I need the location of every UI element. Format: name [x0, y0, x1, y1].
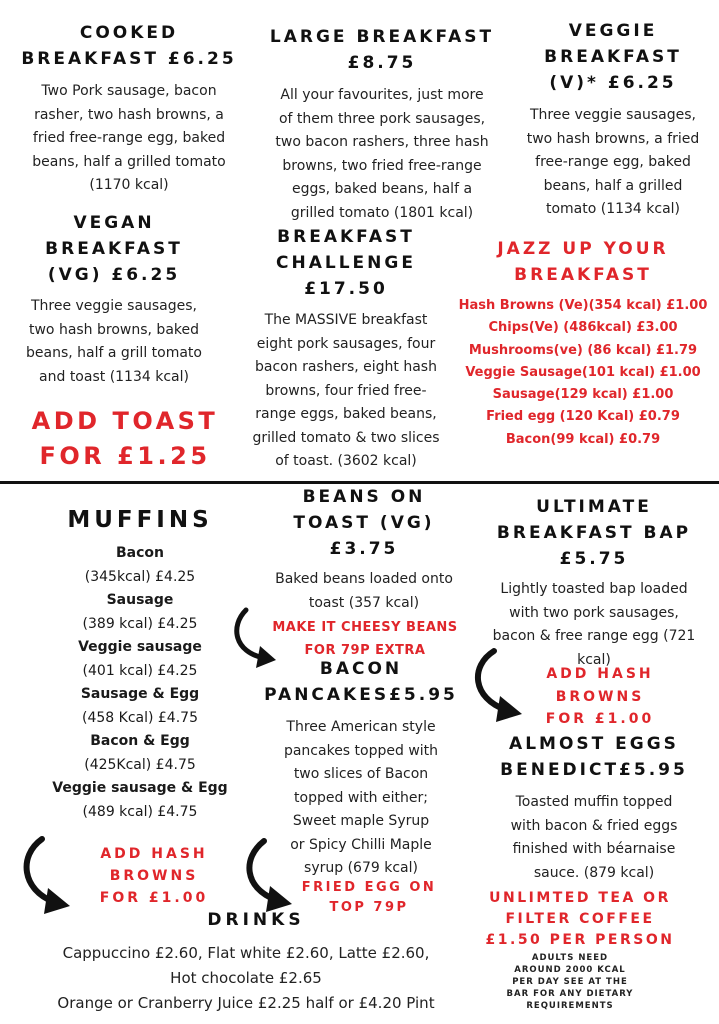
- list-item: [0, 777, 280, 824]
- text-line: FOR £1.00: [545, 711, 655, 727]
- list-item: Chips(Ve) (486kcal) £3.00: [488, 320, 678, 336]
- text-line: (458 Kcal) £4.75: [82, 709, 198, 726]
- text-line: toast (357 kcal): [308, 594, 420, 611]
- text-line: (489 kcal) £4.75: [82, 803, 198, 820]
- dietary-note: [490, 952, 650, 1012]
- curved-arrow-icon: [468, 648, 528, 724]
- drinks-section: [0, 907, 492, 1016]
- text-line: two hash browns, baked: [28, 321, 200, 338]
- text-line: free-range egg, baked: [535, 154, 691, 170]
- text-line: sauce. (879 kcal): [533, 864, 655, 881]
- text-line: beans, half a grill tomato: [26, 345, 202, 361]
- veggie-breakfast-title: [508, 18, 718, 96]
- jazz-up-title: [448, 236, 718, 288]
- beans-on-toast-title: [248, 484, 480, 562]
- cooked-breakfast-title: [0, 20, 258, 72]
- cooked-breakfast-section: [0, 20, 258, 198]
- jazz-up-extras-list: [448, 295, 718, 451]
- text-line: Sausage: [106, 592, 174, 608]
- text-line: REQUIREMENTS: [526, 1001, 614, 1011]
- list-item: Sausage(129 kcal) £1.00: [492, 387, 674, 403]
- text-line: TOP 79P: [329, 900, 409, 915]
- breakfast-challenge-section: [226, 224, 466, 474]
- text-line: of toast. (3602 kcal): [275, 453, 417, 469]
- text-line: LARGE BREAKFAST: [269, 27, 495, 47]
- add-toast-callout: [18, 404, 232, 474]
- text-line: pancakes topped with: [283, 742, 439, 759]
- text-line: MAKE IT CHEESY BEANS: [272, 620, 458, 635]
- jazz-up-section: [448, 236, 718, 451]
- text-line: Lightly toasted bap loaded: [500, 581, 688, 597]
- text-line: or Spicy Chilli Maple: [290, 836, 432, 853]
- veggie-breakfast-section: [508, 18, 718, 222]
- beans-on-toast-section: [248, 484, 480, 615]
- text-line: Baked beans loaded onto: [275, 571, 453, 587]
- breakfast-challenge-description: [226, 309, 466, 474]
- text-line: ADULTS NEED: [531, 953, 609, 963]
- text-line: FOR 79P EXTRA: [304, 643, 426, 658]
- curved-arrow-icon: [232, 608, 282, 670]
- text-line: fried free-range egg, baked: [32, 130, 226, 146]
- text-line: beans, half a grilled: [543, 177, 683, 194]
- curved-arrow-icon: [240, 838, 296, 914]
- text-line: ULTIMATE: [536, 497, 652, 517]
- list-item: Hash Browns (Ve)(354 kcal) £1.00: [458, 298, 708, 313]
- eggs-benedict-section: [470, 731, 718, 885]
- text-line: BROWNS: [555, 688, 645, 705]
- vegan-breakfast-title: [0, 210, 228, 288]
- text-line: BACON: [319, 659, 403, 679]
- list-item: Mushrooms(ve) (86 kcal) £1.79: [468, 342, 698, 358]
- text-line: BREAKFAST: [514, 265, 652, 285]
- text-line: £1.50 PER PERSON: [485, 932, 675, 948]
- text-line: two hash browns, a fried: [526, 130, 700, 147]
- text-line: (389 kcal) £4.25: [82, 615, 198, 632]
- text-line: (401 kcal) £4.25: [82, 662, 198, 679]
- text-line: TOAST (VG): [293, 513, 435, 533]
- text-line: grilled tomato & two slices: [252, 429, 440, 446]
- text-line: FOR £1.25: [39, 442, 211, 470]
- breakfast-challenge-title: [226, 224, 466, 302]
- text-line: grilled tomato (1801 kcal): [290, 204, 474, 221]
- text-line: BREAKFAST BAP: [496, 523, 692, 543]
- list-item: [0, 730, 280, 777]
- text-line: BENEDICT£5.95: [500, 760, 688, 780]
- text-line: (425Kcal) £4.75: [84, 756, 196, 773]
- large-breakfast-title: [248, 24, 516, 76]
- text-line: CHALLENGE: [276, 253, 416, 273]
- text-line: eight pork sausages, four: [256, 335, 436, 352]
- text-line: (345kcal) £4.25: [84, 568, 196, 585]
- list-item: Veggie Sausage(101 kcal) £1.00: [465, 364, 701, 380]
- text-line: syrup (679 kcal): [304, 860, 418, 876]
- text-line: with two pork sausages,: [509, 604, 679, 621]
- text-line: bacon & free range egg (721: [492, 628, 696, 644]
- text-line: PANCAKES£5.95: [264, 685, 458, 705]
- text-line: BEANS ON: [302, 487, 426, 507]
- text-line: bacon rashers, eight hash: [255, 359, 437, 375]
- list-item: Bacon(99 kcal) £0.79: [505, 431, 661, 447]
- text-line: of them three pork sausages,: [278, 110, 486, 127]
- text-line: PER DAY SEE AT THE: [512, 977, 628, 987]
- veggie-breakfast-description: [508, 104, 718, 222]
- eggs-benedict-description: [470, 791, 718, 885]
- text-line: Veggie sausage: [78, 639, 202, 655]
- text-line: £17.50: [304, 279, 388, 299]
- text-line: JAZZ UP YOUR: [497, 239, 669, 259]
- text-line: VEGGIE: [568, 21, 658, 41]
- text-line: £8.75: [347, 53, 417, 73]
- text-line: eggs, baked beans, half a: [291, 181, 473, 197]
- list-item: Orange or Cranberry Juice £2.25 half or £4.20 Pint: [57, 994, 435, 1012]
- curved-arrow-icon: [18, 836, 74, 916]
- text-line: AROUND 2000 KCAL: [514, 965, 626, 975]
- cooked-breakfast-description: [0, 80, 258, 198]
- text-line: BAR FOR ANY DIETARY: [506, 989, 634, 999]
- text-line: FRIED EGG ON: [301, 880, 437, 895]
- text-line: Bacon: [115, 545, 164, 561]
- text-line: The MASSIVE breakfast: [264, 312, 428, 328]
- drinks-list: [0, 941, 492, 1016]
- text-line: Three veggie sausages,: [529, 107, 697, 123]
- text-line: ADD HASH: [100, 846, 208, 862]
- vegan-breakfast-section: [0, 210, 228, 389]
- list-item: [0, 683, 280, 730]
- list-item: [0, 542, 280, 589]
- text-line: Toasted muffin topped: [515, 794, 673, 810]
- text-line: BREAKFAST: [45, 239, 183, 259]
- text-line: BROWNS: [109, 868, 199, 884]
- text-line: and toast (1134 kcal): [39, 368, 189, 385]
- text-line: two slices of Bacon: [293, 766, 429, 782]
- text-line: BREAKFAST: [544, 47, 682, 67]
- breakfast-bap-title: [470, 494, 718, 572]
- text-line: finished with béarnaise: [512, 841, 676, 857]
- list-item: Hot chocolate £2.65: [170, 969, 322, 987]
- text-line: Bacon & Egg: [90, 733, 190, 749]
- text-line: beans, half a grilled tomato: [32, 153, 226, 170]
- text-line: kcal): [577, 651, 611, 668]
- vegan-breakfast-description: [0, 295, 228, 389]
- text-line: £5.75: [559, 549, 629, 569]
- text-line: range eggs, baked beans,: [255, 406, 437, 422]
- eggs-benedict-title: [470, 731, 718, 783]
- list-item: Cappuccino £2.60, Flat white £2.60, Latte £2.60,: [62, 944, 430, 962]
- text-line: COOKED: [79, 23, 179, 43]
- text-line: topped with either;: [294, 789, 428, 806]
- text-line: with bacon & fried eggs: [510, 817, 678, 834]
- muffins-list: [0, 542, 280, 824]
- bap-hash-browns-addon: [524, 663, 676, 731]
- muffins-title: MUFFINS: [67, 507, 213, 533]
- text-line: ALMOST EGGS: [509, 734, 679, 754]
- text-line: tomato (1134 kcal): [545, 201, 681, 217]
- beans-on-toast-description: [248, 568, 480, 615]
- text-line: FILTER COFFEE: [505, 911, 655, 927]
- text-line: Veggie sausage & Egg: [52, 780, 228, 796]
- text-line: browns, two fried free-range: [282, 157, 482, 174]
- text-line: (V)* £6.25: [549, 73, 677, 93]
- text-line: VEGAN: [73, 213, 155, 233]
- breakfast-bap-section: [470, 494, 718, 672]
- text-line: Two Pork sausage, bacon: [41, 83, 217, 99]
- text-line: All your favourites, just more: [280, 87, 484, 103]
- text-line: Sweet maple Syrup: [292, 813, 430, 829]
- text-line: Three American style: [286, 719, 436, 735]
- text-line: Sausage & Egg: [80, 686, 200, 702]
- text-line: £3.75: [329, 539, 399, 559]
- text-line: FOR £1.00: [99, 890, 209, 906]
- text-line: BREAKFAST £6.25: [21, 49, 237, 69]
- muffins-hash-browns-addon: [78, 843, 230, 909]
- drinks-title: DRINKS: [207, 910, 305, 930]
- list-item: Fried egg (120 Kcal) £0.79: [486, 409, 680, 425]
- large-breakfast-description: [248, 84, 516, 225]
- text-line: browns, four fried free-: [265, 382, 427, 399]
- text-line: (1170 kcal): [89, 177, 169, 193]
- text-line: ADD TOAST: [31, 407, 219, 435]
- large-breakfast-section: [248, 24, 516, 225]
- text-line: two bacon rashers, three hash: [275, 134, 489, 150]
- text-line: ADD HASH: [546, 666, 654, 682]
- text-line: Three veggie sausages,: [30, 298, 198, 314]
- unlimited-tea-offer: [470, 888, 690, 951]
- text-line: rasher, two hash browns, a: [34, 106, 224, 123]
- text-line: BREAKFAST: [277, 227, 415, 247]
- text-line: (VG) £6.25: [47, 265, 181, 285]
- text-line: UNLIMTED TEA OR: [489, 890, 671, 906]
